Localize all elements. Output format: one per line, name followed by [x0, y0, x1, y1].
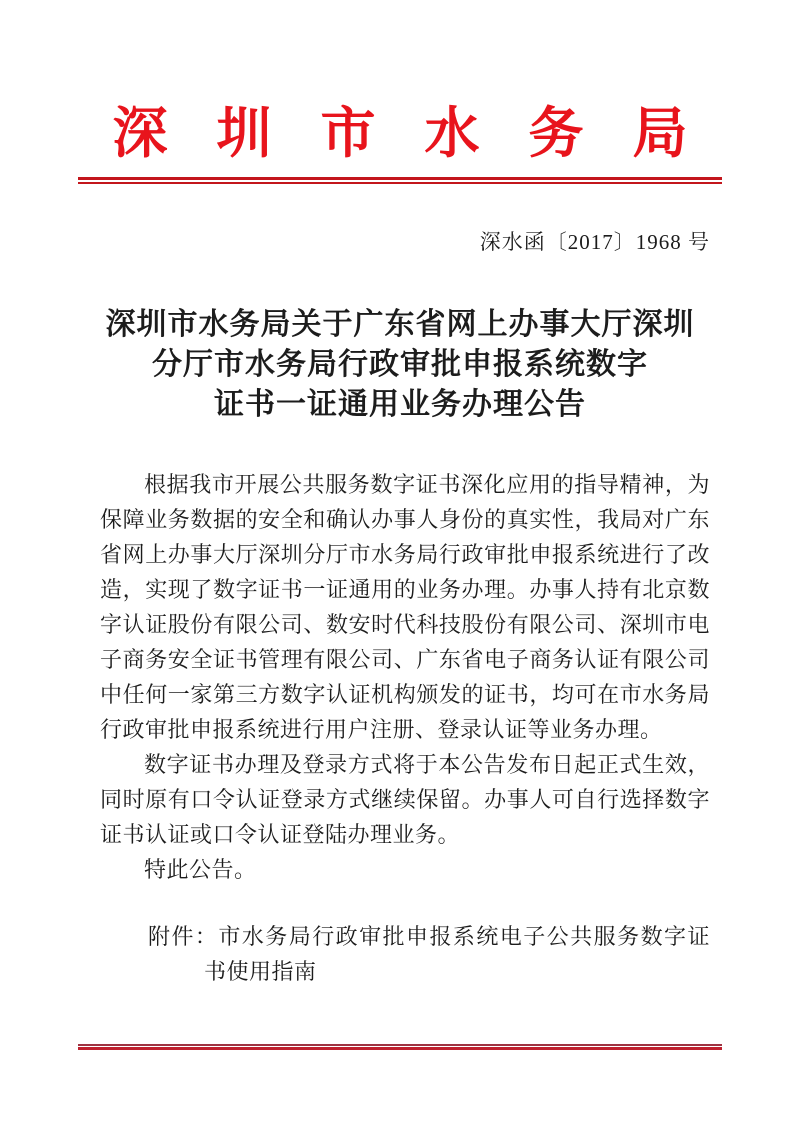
body-paragraph-closing: 特此公告。 — [144, 857, 257, 882]
attachment-text: 市水务局行政审批申报系统电子公共服务数字证书使用指南 — [204, 924, 710, 984]
document-body — [100, 467, 710, 989]
document-title-line-2: 分厅市水务局行政审批申报系统数字 — [152, 348, 648, 381]
body-paragraph-1: 根据我市开展公共服务数字证书深化应用的指导精神，为保障业务数据的安全和确认办事人身份的真实性，我局对广东省网上办事大厅深圳分厅市水务局行政审批申报系统进行了改造，实现了数字证书一证通用的业务办理。办事人持有北京数字认证股份有限公司、数安时代科技股份有限公司、深圳市电子商务安全证书管理有限公司、广东省电子商务认证有限公司中任何一家第三方数字认证机构颁发的证书，均可在市水务局行政审批申报系统进行用户注册、登录认证等业务办理。 — [100, 472, 710, 742]
header-divider — [78, 177, 722, 184]
agency-name: 深圳市水务局 — [112, 103, 737, 164]
attachment-line — [100, 919, 710, 989]
footer-divider — [78, 1044, 722, 1050]
footer-divider-thick-line — [78, 1047, 722, 1050]
document-title-line-1: 深圳市水务局关于广东省网上办事大厅深圳 — [105, 308, 695, 341]
document-number: 深水函〔2017〕1968 号 — [479, 230, 710, 254]
document-title-line-3: 证书一证通用业务办理公告 — [214, 388, 586, 421]
body-paragraph-2: 数字证书办理及登录方式将于本公告发布日起正式生效，同时原有口令认证登录方式继续保留。办事人可自行选择数字证书认证或口令认证登陆办理业务。 — [100, 752, 710, 847]
header-divider-thin-line — [78, 182, 722, 184]
document-title — [50, 305, 750, 425]
attachment-label: 附件： — [148, 924, 219, 949]
footer-divider-thin-line — [78, 1044, 722, 1046]
header-divider-thick-line — [78, 177, 722, 180]
